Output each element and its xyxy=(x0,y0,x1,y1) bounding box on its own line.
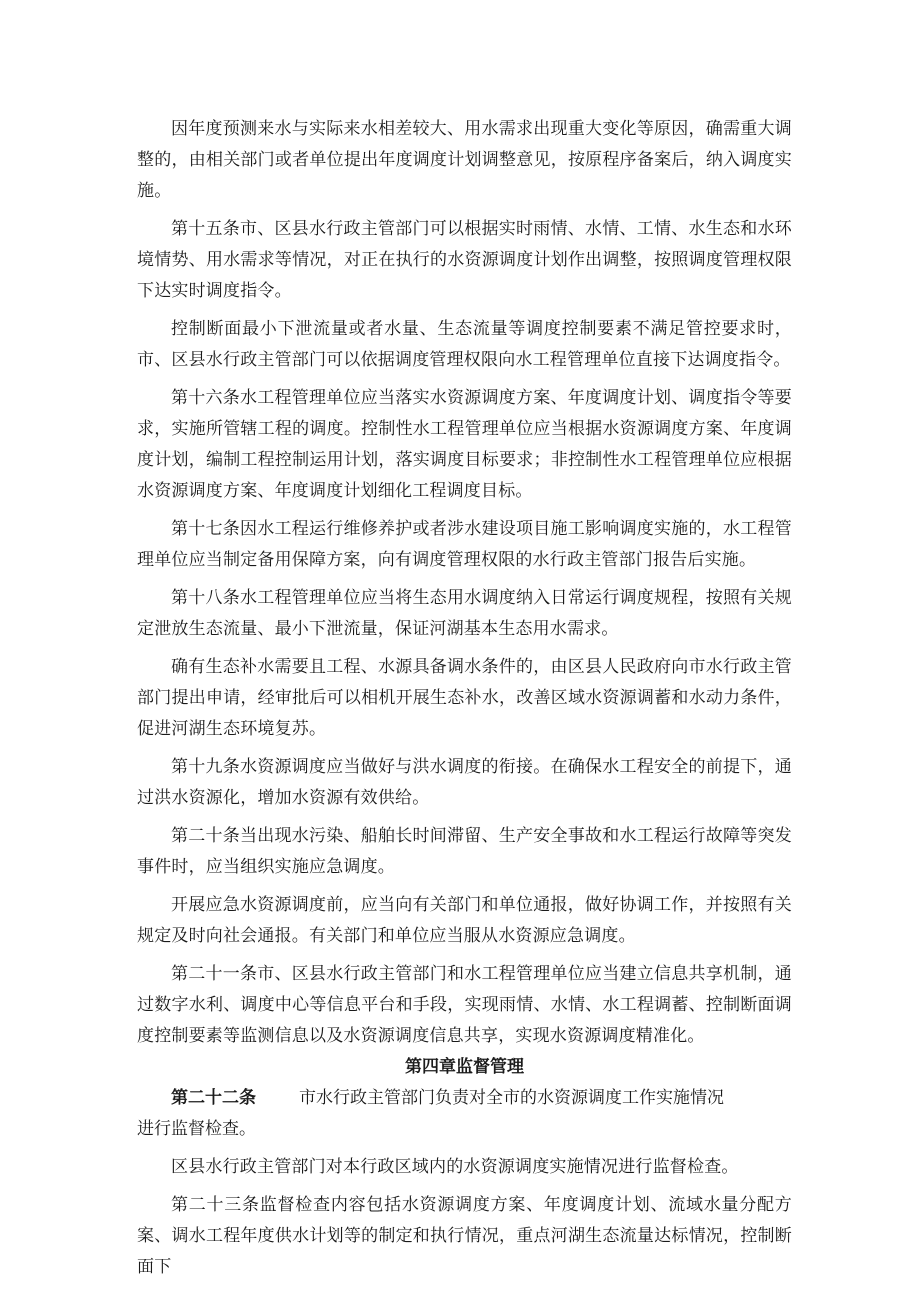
paragraph-ecological-supply: 确有生态补水需要且工程、水源具备调水条件的，由区县人民政府向市水行政主管部门提出申请，经审批后可以相机开展生态补水，改善区域水资源调蓄和水动力条件，促进河湖生态环境复苏。 xyxy=(137,657,792,739)
paragraph-district-supervision: 区县水行政主管部门对本行政区域内的水资源调度实施情况进行监督检查。 xyxy=(171,1157,739,1177)
article-22-text: 市水行政主管部门负责对全市的水资源调度工作实施情况 xyxy=(299,1088,724,1108)
article-22-continuation: 进行监督检查。 xyxy=(137,1119,256,1139)
paragraph-emergency-notice: 开展应急水资源调度前，应当向有关部门和单位通报，做好协调工作，并按照有关规定及时向社会通报。有关部门和单位应当服从水资源应急调度。 xyxy=(137,895,792,946)
article-22-row xyxy=(137,1083,792,1114)
paragraph-article-16: 第十六条水工程管理单位应当落实水资源调度方案、年度调度计划、调度指令等要求，实施所管辖工程的调度。控制性水工程管理单位应当根据水资源调度方案、年度调度计划，编制工程控制运用计划，落实调度目标要求；非控制性水工程管理单位应根据水资源调度方案、年度调度计划细化工程调度目标。 xyxy=(137,388,792,501)
article-22-heading: 第二十二条 xyxy=(171,1088,256,1108)
paragraph-article-19: 第十九条水资源调度应当做好与洪水调度的衔接。在确保水工程安全的前提下，通过洪水资源化，增加水资源有效供给。 xyxy=(137,757,792,808)
paragraph-article-15: 第十五条市、区县水行政主管部门可以根据实时雨情、水情、工情、水生态和水环境情势、用水需求等情况，对正在执行的水资源调度计划作出调整，按照调度管理权限下达实时调度指令。 xyxy=(137,219,792,301)
paragraph-article-18: 第十八条水工程管理单位应当将生态用水调度纳入日常运行调度规程，按照有关规定泄放生态流量、最小下泄流量，保证河湖基本生态用水需求。 xyxy=(137,588,792,639)
paragraph-article-23: 第二十三条监督检查内容包括水资源调度方案、年度调度计划、流域水量分配方案、调水工程年度供水计划等的制定和执行情况，重点河湖生态流量达标情况，控制断面下 xyxy=(137,1195,792,1277)
paragraph-article-21: 第二十一条市、区县水行政主管部门和水工程管理单位应当建立信息共享机制，通过数字水利、调度中心等信息平台和手段，实现雨情、水情、水工程调蓄、控制断面调度控制要素等监测信息以及水资源调度信息共享，实现水资源调度精准化。 xyxy=(137,964,792,1046)
paragraph-article-17: 第十七条因水工程运行维修养护或者涉水建设项目施工影响调度实施的，水工程管理单位应当制定备用保障方案，向有调度管理权限的水行政主管部门报告后实施。 xyxy=(137,519,792,570)
chapter-title: 第四章监督管理 xyxy=(405,1057,524,1077)
paragraph-control-section: 控制断面最小下泄流量或者水量、生态流量等调度控制要素不满足管控要求时，市、区县水行政主管部门可以依据调度管理权限向水工程管理单位直接下达调度指令。 xyxy=(137,319,792,370)
paragraph-article-20: 第二十条当出现水污染、船舶长时间滞留、生产安全事故和水工程运行故障等突发事件时，应当组织实施应急调度。 xyxy=(137,826,792,877)
document-body xyxy=(137,114,792,1283)
paragraph-adjustment: 因年度预测来水与实际来水相差较大、用水需求出现重大变化等原因，确需重大调整的，由相关部门或者单位提出年度调度计划调整意见，按原程序备案后，纳入调度实施。 xyxy=(137,119,792,201)
